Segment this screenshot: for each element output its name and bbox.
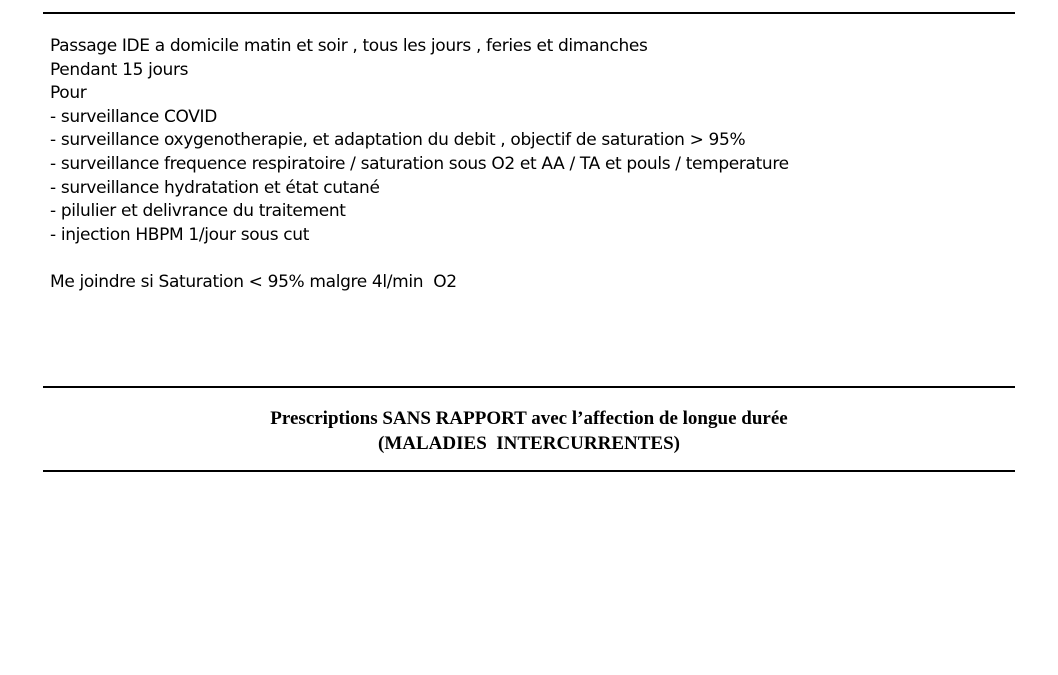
- prescription-line: Pendant 15 jours: [50, 59, 189, 80]
- section-divider-top: [43, 386, 1015, 388]
- section-divider-bottom: [43, 470, 1015, 472]
- prescription-text-block: [50, 35, 1010, 295]
- prescription-line: - surveillance hydratation et état cutané: [50, 177, 380, 198]
- prescription-line: - surveillance COVID: [50, 106, 217, 127]
- section-title: Prescriptions SANS RAPPORT avec l’affection de longue durée: [270, 408, 788, 429]
- prescription-line: Pour: [50, 83, 87, 104]
- section-heading: [43, 406, 1015, 456]
- blank-line: [50, 247, 1010, 271]
- prescription-line: Passage IDE a domicile matin et soir , tous les jours , feries et dimanches: [50, 36, 648, 56]
- section-subtitle: (MALADIES INTERCURRENTES): [378, 433, 680, 454]
- contact-note: Me joindre si Saturation < 95% malgre 4l/min O2: [50, 271, 457, 292]
- prescription-line: - surveillance oxygenotherapie, et adaptation du debit , objectif de saturation > 95%: [50, 130, 746, 151]
- prescription-line: - pilulier et delivrance du traitement: [50, 201, 346, 222]
- top-divider: [43, 12, 1015, 14]
- prescription-line: - injection HBPM 1/jour sous cut: [50, 224, 310, 245]
- prescription-line: - surveillance frequence respiratoire / saturation sous O2 et AA / TA et pouls / temperature: [50, 153, 789, 174]
